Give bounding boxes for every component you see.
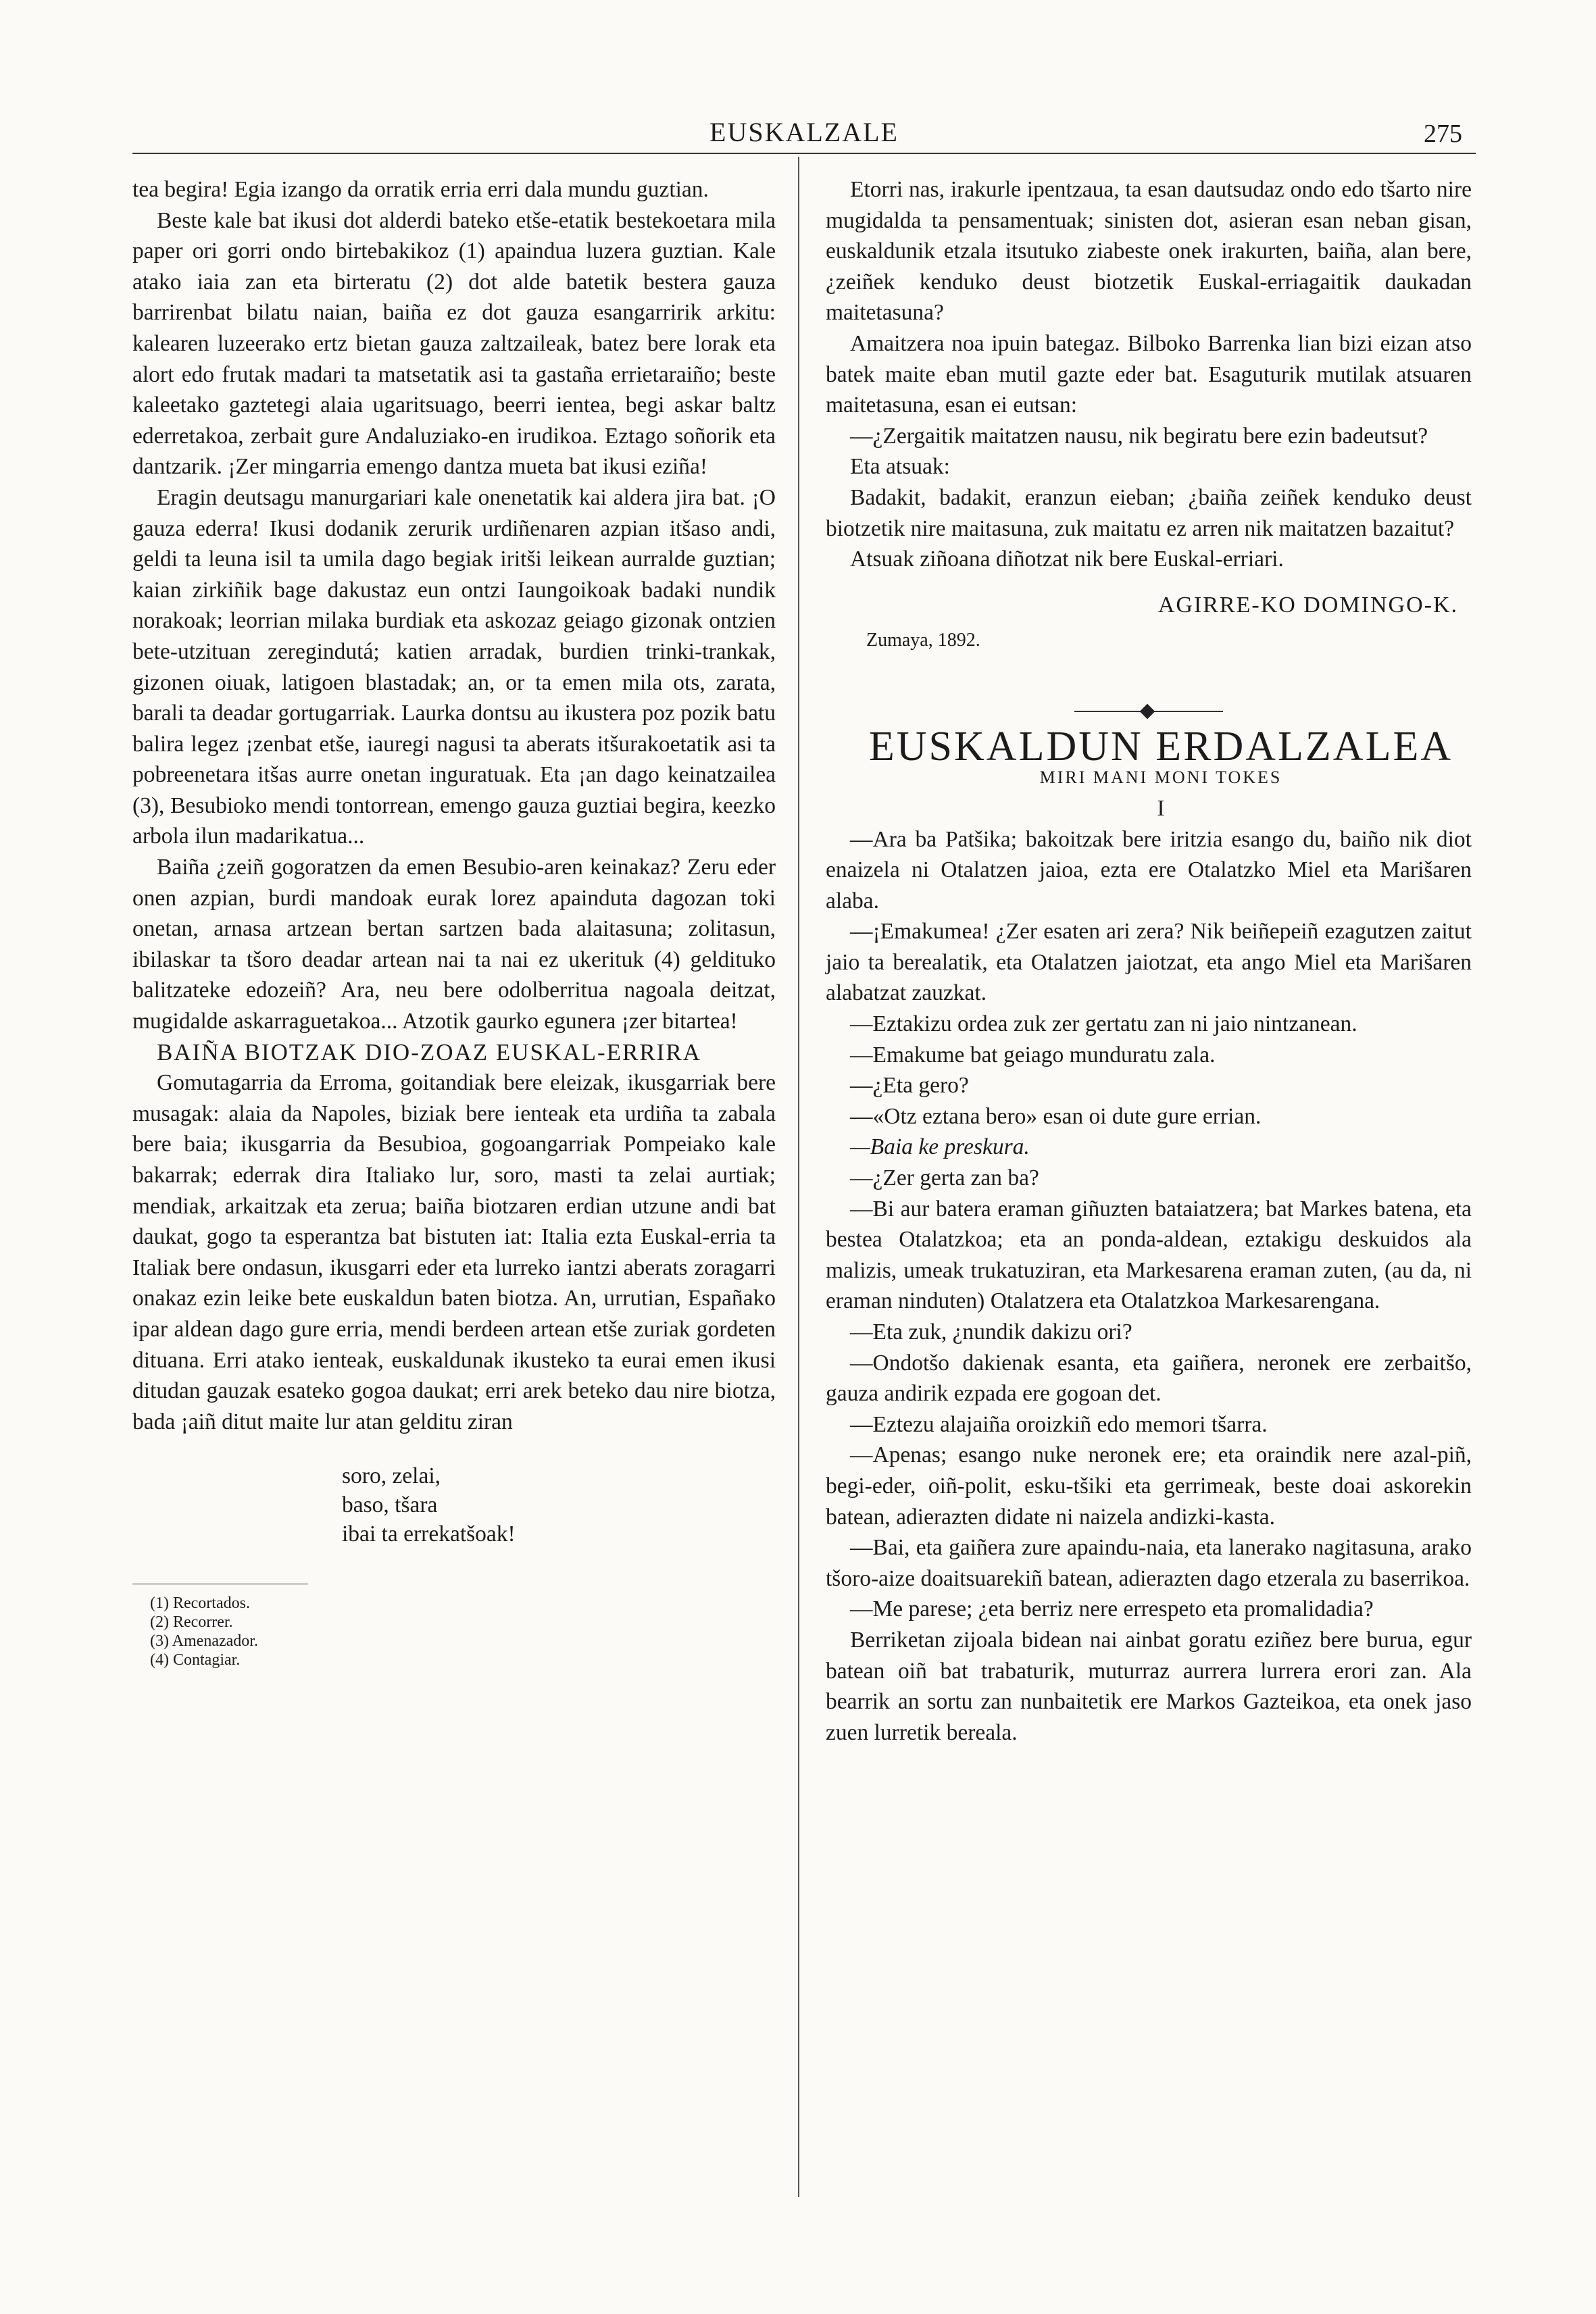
dialogue-line: —¡Emakumea! ¿Zer esaten ari zera? Nik beiñepeiñ ezagutzen zaitut jaio ta berealatik, eta Otalatzen jaiotzat, eta ango Miel eta Marišaren alabatzat zauzkat. — [826, 919, 1472, 1006]
dialogue-line: —Emakume bat geiago munduratu zala. — [850, 1042, 1216, 1067]
running-title: EUSKALZALE — [709, 117, 899, 147]
author-signature: AGIRRE-KO DOMINGO-K. — [1157, 592, 1458, 618]
place-date: Zumaya, 1892. — [866, 629, 980, 651]
poem-line: ibai ta errekatšoak! — [342, 1521, 516, 1547]
paragraph: Eta atsuak: — [850, 454, 950, 480]
article-title: EUSKALDUN ERDALZALEA — [868, 723, 1453, 770]
paragraph: tea begira! Egia izango da orratik erria erri dala mundu guztian. — [132, 177, 709, 202]
header-rule — [132, 153, 1476, 154]
footnotes — [150, 1594, 776, 1669]
page-header — [132, 116, 1476, 157]
dialogue-line: —Eztakizu ordea zuk zer gertatu zan ni jaio nintzanean. — [850, 1011, 1357, 1037]
dialogue-line: —Bi aur batera eraman giñuzten bataiatzera; bat Markes batena, eta bestea Otalatzkoa; eta an ponda-aldean, eztakigu deskuidos ala malizis, umeak trukatuziran, eta Markesarena eraman zuten, (au da, ni eraman ninduten) Otalatzera eta Otalatzkoa Markesarengana. — [826, 1196, 1472, 1314]
chapter-number: I — [1157, 795, 1165, 821]
footnote: (1) Recortados. — [150, 1594, 250, 1613]
paragraph: Beste kale bat ikusi dot alderdi bateko etše-etatik bestekoetara mila paper ori gorri ondo birtebakikoz (1) apaindua luzera guztian. Kale atako iaia zan eta birteratu (2) dot alde batetik bestera gauza barrirenbat bilatu naian, baiña ez dot gauza esangarririk arkitu: kalearen luzeerako ertz bietan gauza zaltzaileak, batez bere lorak eta alort edo frutak madari ta matsetatik asi ta gastaña errietaraiño; beste kaleetako gaztetegi alaia ugaritsuago, beerri ientea, begi askar baltz ederretakoa, zerbait gure Andaluziako-en irudikoa. Eztago soñorik eta dantzarik. ¡Zer mingarria emengo dantza mueta bat ikusi eziña! — [132, 207, 776, 480]
dialogue-line: —Ara ba Patšika; bakoitzak bere iritzia esango du, baiño nik diot enaizela ni Otalatzen jaioa, ezta ere Otalatzko Miel eta Marišaren alaba. — [826, 826, 1472, 913]
dialogue-line: —Bai, eta gaiñera zure apaindu-naia, eta lanerako nagitasuna, arako tšoro-aize doaitsuarekiñ batean, adierazten dago etzerala zu baserrikoa. — [826, 1535, 1472, 1591]
ornament-divider — [1074, 705, 1223, 718]
dialogue-line: —Eta zuk, ¿nundik dakizu ori? — [850, 1319, 1132, 1344]
footnote: (4) Contagiar. — [150, 1651, 241, 1669]
article-subtitle: MIRI MANI MONI TOKES — [1039, 768, 1282, 788]
paragraph: Baiña ¿zeiñ gogoratzen da emen Besubio-aren keinakaz? Zeru eder onen azpian, burdi mandoak eurak lorez apainduta dagozan toki onetan, arnasa artzean bertan sartzen bada alaitasuna; zolitasun, ibilaskar ta tšoro deadar artean nai ta nai ez ukerituk (4) geldituko balitzateke edozeiñ? Ara, neu bere odolberritua nagoala deitzat, mugidalde askarraguetakoa... Atzotik gaurko egunera ¡zer bitartea! — [132, 855, 776, 1034]
left-column — [132, 174, 776, 1669]
dialogue-line: —¿Zer gerta zan ba? — [850, 1165, 1039, 1191]
paragraph: Berriketan zijoala bidean nai ainbat goratu eziñez bere burua, egur batean oiñ bat trabaturik, muturraz aurrera lurrera erori zan. Ala bearrik an sortu zan nunbaitetik ere Markos Gazteikoa, eta onek jaso zuen lurretik bereala. — [826, 1627, 1472, 1745]
paragraph: Amaitzera noa ipuin bategaz. Bilboko Barrenka lian bizi eizan atso batek maite eban mutil gazte eder bat. Esaguturik mutilak atsuaren maitetasuna, esan ei eutsan: — [826, 330, 1472, 418]
dialogue-line: —Ondotšo dakienak esanta, eta gaiñera, neronek ere zerbaitšo, gauza andirik ezpada ere gogoan det. — [826, 1350, 1472, 1407]
dialogue-line: —Apenas; esango nuke neronek ere; eta oraindik nere azal-piñ, begi-eder, oiñ-polit, esku-tšiki eta gerrimeak, beste doai askorekin batean, adierazten didate ni naizela andizki-kasta. — [826, 1442, 1472, 1530]
poem — [342, 1461, 776, 1549]
paragraph: Eragin deutsagu manurgariari kale onenetatik kai aldera jira bat. ¡O gauza ederra! Ikusi dodanik zerurik urdiñenaren azpian itšaso andi, geldi ta leuna isil ta umila dago begiak iritši leikean aurralde guztian; kaian zirkiñik bage dakustaz eun ontzi Iaungoikoak badaki nundik norakoak; leorrian milaka burdiak eta askozaz geiago gizonak ontzien bete-utzituan zeregindutá; katien arradak, burdien trinki-trankak, gizonen oiuak, latigoen blastadak; an, or ta emen mila ots, zarata, barali ta deadar gortugarriak. Laurka dontsu au ikustera poz pozik batu balira legez ¡zenbat etše, iauregi nagusi ta aberats itšurakoetatik asi ta pobreenetara itšas aurre onetan inguratuak. Eta ¡an dago keinatzailea (3), Besubioko mendi tontorrean, emengo gauza guztiai begira, keezko arbola ilun madarikatua... — [132, 484, 776, 849]
dialogue-line — [826, 1132, 1472, 1163]
poem-line: soro, zelai, — [342, 1463, 441, 1489]
page-number: 275 — [1424, 120, 1462, 148]
signature-block — [826, 590, 1472, 651]
dialogue-line: —«Otz eztana bero» esan oi dute gure errian. — [850, 1103, 1262, 1129]
column-divider — [798, 157, 799, 2197]
italic-text: —Baia ke preskura. — [850, 1134, 1030, 1160]
paragraph: Etorri nas, irakurle ipentzaua, ta esan dautsudaz ondo edo tšarto nire mugidalda ta pensamentuak; sinisten dot, asieran esan neban gisan, euskaldunik etzala itsutuko ziabeste onek irakurten, baiña, alan bere, ¿zeiñek kenduko deust biotzetik Euskal-erriagaitik daukadan maitetasuna? — [826, 177, 1472, 326]
paragraph: Atsuak ziñoana diñotzat nik bere Euskal-erriari. — [850, 547, 1284, 572]
dialogue-line: —Eztezu alajaiña oroizkiñ edo memori tšarra. — [850, 1411, 1268, 1437]
footnote: (3) Amenazador. — [150, 1632, 258, 1651]
paragraph: Badakit, badakit, eranzun eieban; ¿baiña zeiñek kenduko deust biotzetik nire maitasuna, zuk maitatu ez arren nik maitatzen bazaitut? — [826, 484, 1472, 541]
right-column — [826, 174, 1472, 1748]
dialogue-line: —¿Eta gero? — [850, 1073, 969, 1099]
paragraph: Gomutagarria da Erroma, goitandiak bere eleizak, ikusgarriak bere musagak: alaia da Napoles, biziak bere ienteak eta urdiña ta zabala bere baia; ikusgarria da Besubioa, gogoangarriak Pompeiako kale bakarrak; ederrak dira Italiako lur, soro, masti ta zelai aurtiak; mendiak, arkaitzak eta zerua; baiña biotzaren erdian utzune andi bat daukat, gogo ta esperantza bat bistuten iat: Italia ezta Euskal-erria ta Italiak bere ondasun, ikusgarri eder eta lurreko iantzi aberats zoragarri onakaz ezin leike bete euskaldun baten biotza. An, urrutian, Españako ipar aldean dago gure erria, mendi berdeen artean etše zuriak gordeten dituana. Erri atako ienteak, euskaldunak ikusteko ta eurai emen ikusi ditudan gauzak esateko gogoa daukat; erri arek beteko dau nire biotza, bada ¡aiñ ditut maite lur atan gelditu ziran — [132, 1070, 776, 1434]
footnote: (2) Recorrer. — [150, 1613, 233, 1632]
section-heading: BAIÑA BIOTZAK DIO-ZOAZ EUSKAL-ERRIRA — [157, 1038, 701, 1065]
poem-line: baso, tšara — [342, 1492, 438, 1518]
diamond-icon — [1140, 703, 1155, 719]
dialogue-line: —Me parese; ¿eta berriz nere errespeto eta promalidadia? — [850, 1596, 1374, 1622]
paragraph: —¿Zergaitik maitatzen nausu, nik begiratu bere ezin badeutsut? — [850, 423, 1428, 449]
